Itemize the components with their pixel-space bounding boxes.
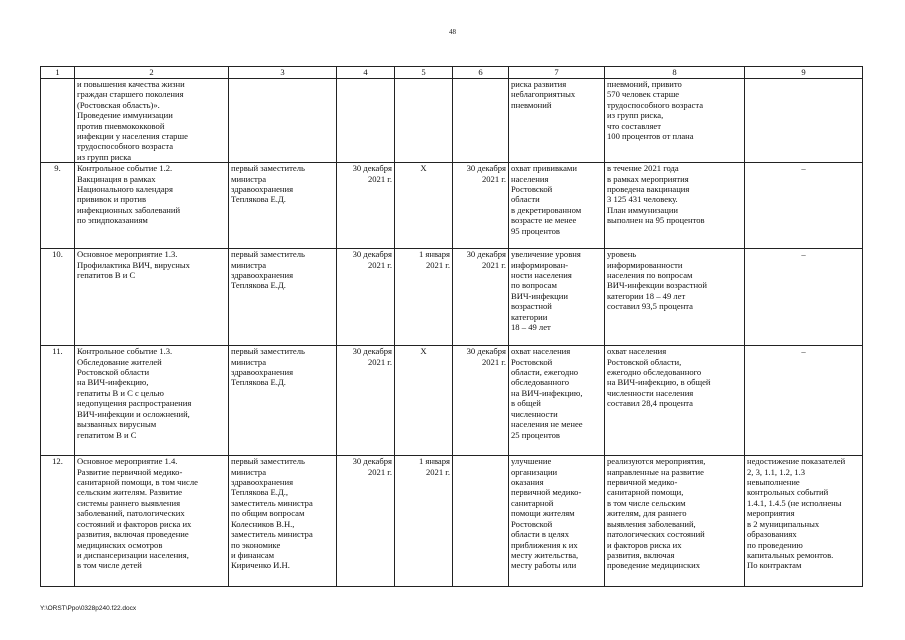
table-row	[41, 346, 863, 456]
actual-result-cell: охват населения Ростовской области, ежегодно обследованного на ВИЧ-инфекцию, в общей численности населения составил 28,4 процента	[605, 346, 745, 456]
column-header-2: 2	[75, 67, 229, 79]
planned-date-cell: 30 декабря 2021 г.	[337, 346, 395, 456]
planned-date-cell: 30 декабря 2021 г.	[337, 163, 395, 249]
file-path-footer: Y:\ORST\Ppo\0328p240.f22.docx	[40, 605, 137, 612]
column-header-6: 6	[453, 67, 509, 79]
responsible-cell: первый заместитель министра здравоохранения Теплякова Е.Д.	[229, 346, 337, 456]
activity-name-cell: Основное мероприятие 1.3. Профилактика ВИЧ, вирусных гепатитов В и С	[75, 249, 229, 346]
actual-result-cell: уровень информированности населения по вопросам ВИЧ-инфекции возрастной категории 18 – 49 лет составил 93,5 процента	[605, 249, 745, 346]
page-number: 48	[449, 28, 456, 36]
actual-start-cell	[395, 79, 453, 163]
actual-start-cell: X	[395, 163, 453, 249]
column-header-4: 4	[337, 67, 395, 79]
table-row	[41, 249, 863, 346]
actual-start-cell: 1 января 2021 г.	[395, 249, 453, 346]
row-number-cell: 12.	[41, 456, 75, 587]
activity-name-cell: Контрольное событие 1.3. Обследование жителей Ростовской области на ВИЧ-инфекцию, гепатиты В и С с целью недопущения распространения ВИЧ-инфекции и осложнений, вызванных вирусным гепатитом В и С	[75, 346, 229, 456]
actual-end-cell: 30 декабря 2021 г.	[453, 249, 509, 346]
actual-end-cell: 30 декабря 2021 г.	[453, 346, 509, 456]
actual-end-cell	[453, 456, 509, 587]
actual-result-cell: в течение 2021 года в рамках мероприятия проведена вакцинация 3 125 431 человеку. План иммунизации выполнен на 95 процентов	[605, 163, 745, 249]
actual-end-cell	[453, 79, 509, 163]
actual-start-cell: 1 января 2021 г.	[395, 456, 453, 587]
row-number-cell	[41, 79, 75, 163]
table-row	[41, 79, 863, 163]
responsible-cell: первый заместитель министра здравоохранения Теплякова Е.Д.	[229, 163, 337, 249]
column-header-7: 7	[509, 67, 605, 79]
actual-end-cell: 30 декабря 2021 г.	[453, 163, 509, 249]
reasons-cell: –	[745, 163, 863, 249]
activity-name-cell: Контрольное событие 1.2. Вакцинация в рамках Национального календаря прививок и против инфекционных заболеваний по эпидпоказаниям	[75, 163, 229, 249]
planned-date-cell	[337, 79, 395, 163]
actual-result-cell: пневмоний, привито 570 человек старше трудоспособного возраста из групп риска, что составляет 100 процентов от плана	[605, 79, 745, 163]
reasons-cell	[745, 79, 863, 163]
column-header-9: 9	[745, 67, 863, 79]
row-number-cell: 10.	[41, 249, 75, 346]
planned-date-cell: 30 декабря 2021 г.	[337, 456, 395, 587]
actual-result-cell: реализуются мероприятия, направленные на развитие первичной медико- санитарной помощи, в том числе сельским жителям, для раннего выявления заболеваний, патологических состояний и факторов риска их развития, включая проведение медицинских	[605, 456, 745, 587]
column-header-5: 5	[395, 67, 453, 79]
planned-result-cell: охват прививками населения Ростовской области в декретированном возрасте не менее 95 процентов	[509, 163, 605, 249]
row-number-cell: 9.	[41, 163, 75, 249]
table-header-row	[41, 67, 863, 79]
reasons-cell: –	[745, 249, 863, 346]
planned-result-cell: улучшение организации оказания первичной медико- санитарной помощи жителям Ростовской области в целях приближения к их месту жительства, месту работы или	[509, 456, 605, 587]
reasons-cell: –	[745, 346, 863, 456]
actual-start-cell: X	[395, 346, 453, 456]
planned-date-cell: 30 декабря 2021 г.	[337, 249, 395, 346]
responsible-cell	[229, 79, 337, 163]
results-table	[40, 66, 863, 587]
table-row	[41, 456, 863, 587]
planned-result-cell: охват населения Ростовской области, ежегодно обследованного на ВИЧ-инфекцию, в общей численности населения не менее 25 процентов	[509, 346, 605, 456]
activity-name-cell: и повышения качества жизни граждан старшего поколения (Ростовская область)». Проведение иммунизации против пневмококковой инфекции у населения старше трудоспособного возраста из групп риска	[75, 79, 229, 163]
row-number-cell: 11.	[41, 346, 75, 456]
activity-name-cell: Основное мероприятие 1.4. Развитие первичной медико- санитарной помощи, в том числе сельским жителям. Развитие системы раннего выявления заболеваний, патологических состояний и факторов риска их развития, включая проведение медицинских осмотров и диспансеризации населения, в том числе детей	[75, 456, 229, 587]
planned-result-cell: увеличение уровня информирован- ности населения по вопросам ВИЧ-инфекции возрастной категории 18 – 49 лет	[509, 249, 605, 346]
responsible-cell: первый заместитель министра здравоохранения Теплякова Е.Д.	[229, 249, 337, 346]
responsible-cell: первый заместитель министра здравоохранения Теплякова Е.Д., заместитель министра по общим вопросам Колесников В.Н., заместитель министра по экономике и финансам Кириченко И.Н.	[229, 456, 337, 587]
reasons-cell: недостижение показателей 2, 3, 1.1, 1.2, 1.3 невыполнение контрольных событий 1.4.1, 1.4.5 (не исполнены мероприятия в 2 муниципальных образованиях по проведению капитальных ремонтов. По контрактам	[745, 456, 863, 587]
planned-result-cell: риска развития неблагоприятных пневмоний	[509, 79, 605, 163]
column-header-3: 3	[229, 67, 337, 79]
column-header-8: 8	[605, 67, 745, 79]
table-row	[41, 163, 863, 249]
column-header-1: 1	[41, 67, 75, 79]
